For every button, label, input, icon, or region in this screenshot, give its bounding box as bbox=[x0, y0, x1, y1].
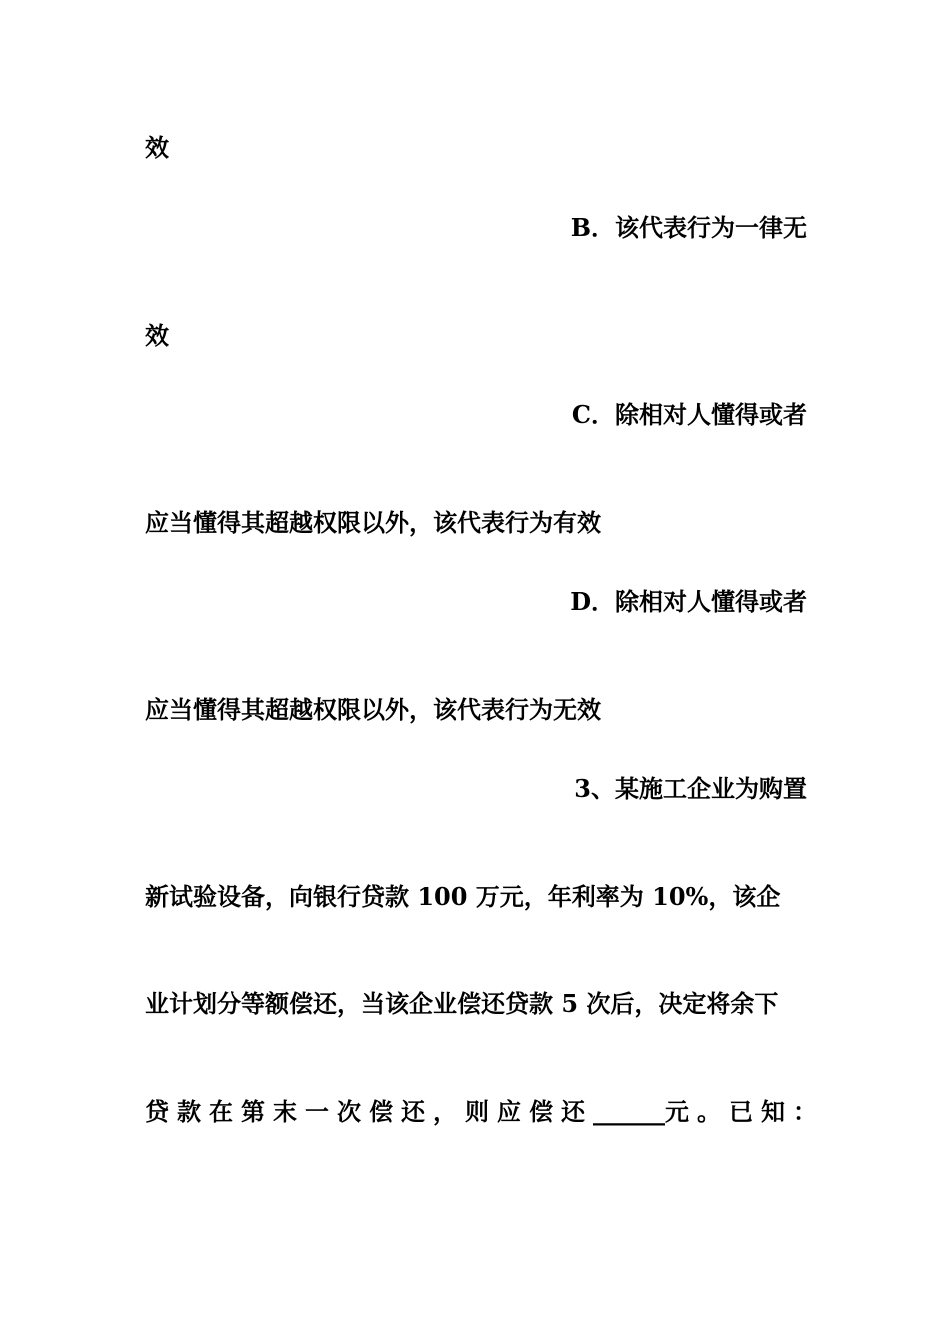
question-3-line-2: 新试验设备，向银行贷款 100 万元，年利率为 10%，该企 bbox=[145, 882, 781, 911]
text-line-3: 效 bbox=[145, 321, 169, 350]
option-d: D．除相对人懂得或者 bbox=[570, 587, 807, 616]
answer-blank: ______ bbox=[593, 1097, 665, 1126]
option-c-continued: 应当懂得其超越权限以外，该代表行为有效 bbox=[145, 508, 601, 537]
text-line-1: 效 bbox=[145, 133, 169, 162]
question-3-line-4-tail: 元。已知： bbox=[665, 1097, 825, 1126]
question-3-line-4-text: 贷款在第末一次偿还，则应偿还 bbox=[145, 1097, 593, 1126]
question-3-line-3: 业计划分等额偿还，当该企业偿还贷款 5 次后，决定将余下 bbox=[145, 989, 779, 1018]
option-b: B．该代表行为一律无 bbox=[570, 213, 807, 242]
question-3-line-4 bbox=[145, 1096, 825, 1128]
option-d-continued: 应当懂得其超越权限以外，该代表行为无效 bbox=[145, 695, 601, 724]
option-c: C．除相对人懂得或者 bbox=[571, 400, 807, 429]
question-3-start: 3、某施工企业为购置 bbox=[574, 774, 807, 803]
